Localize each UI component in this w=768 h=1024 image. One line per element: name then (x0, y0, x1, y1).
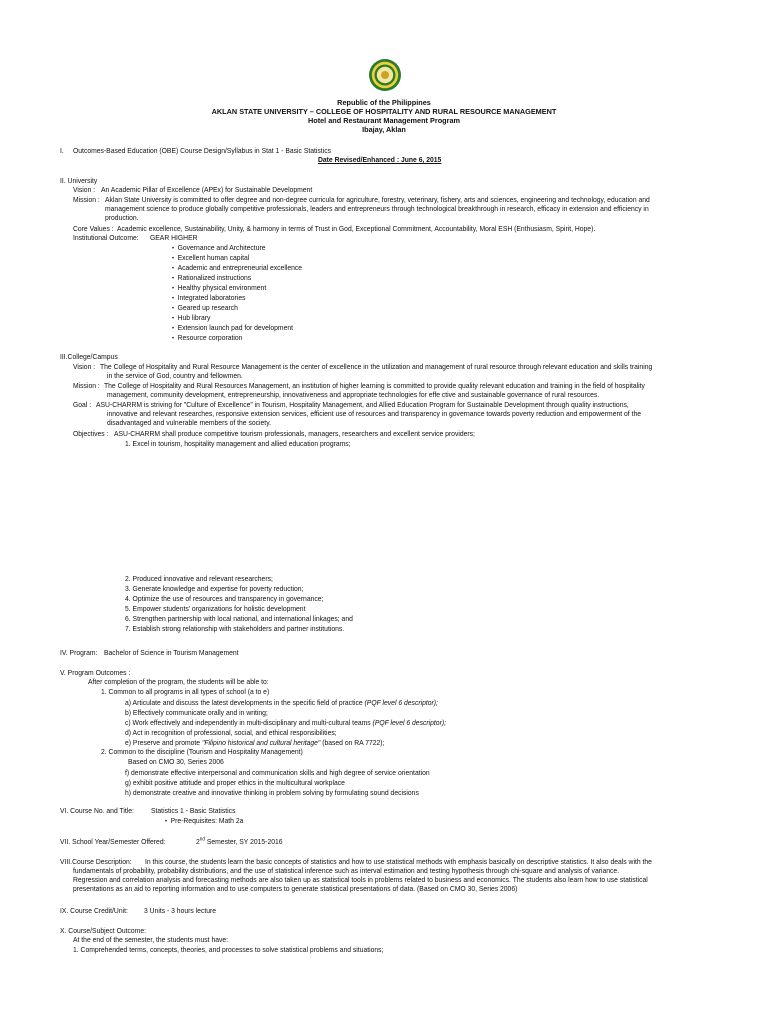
sec3-goal-line1: ASU-CHARRM is striving for "Culture of Excellence" in Tourism, Hospitality Management, and Allied Education Program for Sustainable Development through quality instructions, (96, 400, 629, 409)
sec3-goal-line2: innovative and relevant researches, responsive extension services, efficient use of resources and transparency in governance towards poverty reduction and empowerment of the (107, 409, 642, 418)
sec10-intro: At the end of the semester, the students must have: (73, 935, 229, 944)
sec8-title: VIII.Course Description: (60, 857, 132, 866)
sec5-common1: 1. Common to all programs in all types of school (a to e) (101, 687, 270, 696)
sec5-title: V. Program Outcomes : (60, 668, 131, 677)
outcome-a: a) Articulate and discuss the latest developments in the specific field of practice (PQF level 6 descriptor); (125, 698, 438, 707)
sec7-title: VII. School Year/Semester Offered: (60, 837, 166, 846)
sec3-objective-item: 5. Empower students' organizations for holistic development (125, 604, 306, 613)
outcome-h: h) demonstrate creative and innovative thinking in problem solving by formulating sound decisions (125, 788, 419, 797)
sec9-value: 3 Units - 3 hours lecture (144, 906, 217, 915)
sec10-title: X. Course/Subject Outcome: (60, 926, 147, 935)
sec3-objective-item: 1. Excel in tourism, hospitality management and allied education programs; (125, 439, 351, 448)
sec8-line1: In this course, the students learn the basic concepts of statistics and how to use statistical methods with emphasis basically on descriptive statistics. It also deals with the (145, 857, 652, 866)
outcome-g: g) exhibit positive attitude and proper ethics in the multicultural workplace (125, 778, 345, 787)
sec3-objective-item: 6. Strengthen partnership with local national, and international linkages; and (125, 614, 353, 623)
outcome-c: c) Work effectively and independently in multi-disciplinary and multi-cultural teams (PQF level 6 descriptor); (125, 718, 446, 727)
header-program: Hotel and Restaurant Management Program (307, 116, 461, 125)
sec3-mission-line1: The College of Hospitality and Rural Resources Management, an institution of higher learning is committed to provide quality relevant education and training in the field of hospitality (104, 381, 645, 390)
outcome-f: f) demonstrate effective interpersonal and communication skills and high degree of service orientation (125, 768, 430, 777)
sec3-objective-item: 4. Optimize the use of resources and transparency in governance; (125, 594, 324, 603)
sec10-item1: 1. Comprehended terms, concepts, theories, and processes to solve statistical problems and situations; (73, 945, 384, 954)
sec2-vision-label: Vision : (73, 185, 96, 194)
sec3-vision-line1: The College of Hospitality and Rural Resource Management is the center of excellence in the utilization and management of rural resource through relevant education and skills training (100, 362, 653, 371)
sec8-line2: fundamentals of probability, probability distributions, and the use of statistical inference such as interval estimation and testing hypothesis through chi-square and analysis of variance. (73, 866, 620, 875)
sec4-title: IV. Program: (60, 648, 98, 657)
sec3-goal-line3: disadvantaged and vulnerable members of the society. (107, 418, 271, 427)
sec2-title: II. University (60, 176, 98, 185)
university-seal-icon (368, 58, 402, 92)
header-university: AKLAN STATE UNIVERSITY – COLLEGE OF HOSPITALITY AND RURAL RESOURCE MANAGEMENT (211, 107, 557, 116)
sec3-goal-label: Goal : (73, 400, 92, 409)
sec3-objective-item: 3. Generate knowledge and expertise for poverty reduction; (125, 584, 304, 593)
sec3-objectives-label: Objectives : (73, 429, 109, 438)
gear-bullet: • Healthy physical environment (172, 283, 266, 294)
sec2-inst-label: Institutional Outcome: (73, 233, 139, 242)
sec8-line3: Regression and correlation analysis and forecasting methods are also taken up as statistical tools in problems related to business and economics. The students also learn how to use statistical (73, 875, 648, 884)
sec3-mission-label: Mission : (73, 381, 100, 390)
sec3-title: III.College/Campus (60, 352, 118, 361)
sec5-cmo: Based on CMO 30, Series 2006 (128, 757, 224, 766)
sec4-program: Bachelor of Science in Tourism Management (104, 648, 239, 657)
sec2-inst: GEAR HIGHER (150, 233, 198, 242)
sec8-line4: presentations as an aid to reporting information and to use computers to generate statistical presentations of data. (Based on CMO 30, Series 2006) (73, 884, 518, 893)
sec2-core-label: Core Values : (73, 224, 114, 233)
outcome-e: e) Preserve and promote "Filipino historical and cultural heritage" (based on RA 7722); (125, 738, 385, 747)
sec2-mission-line2: management science to produce globally competitive professionals, leaders and entrepreneurs through technological breakthrough in research, efficacy in extension and efficiency in (105, 204, 649, 213)
sec9-title: IX. Course Credit/Unit: (60, 906, 128, 915)
sec7-value: 2nd Semester, SY 2015-2016 (196, 836, 283, 846)
sec3-vision-line2: in the service of God, country and fellowmen. (107, 371, 243, 380)
sec6-prereq: • Pre-Requisites: Math 2a (165, 816, 243, 827)
sec2-mission-label: Mission : (73, 195, 100, 204)
sec3-objectives: ASU-CHARRM shall produce competitive tourism professionals, managers, researchers and excellent service providers; (114, 429, 475, 438)
gear-bullet: • Governance and Architecture (172, 243, 265, 254)
sec2-mission-line1: Aklan State University is committed to offer degree and non-degree curricula for agriculture, forestry, veterinary, fishery, arts and sciences, engineering and technology, education and (105, 195, 650, 204)
sec5-intro: After completion of the program, the students will be able to: (88, 677, 269, 686)
sec2-core: Academic excellence, Sustainability, Unity, & harmony in terms of Trust in God, Exceptional Commitment, Accountability, Moral ESH (Enthusiasm, Spirit, Hope). (117, 224, 596, 233)
sec5-common2: 2. Common to the discipline (Tourism and Hospitality Management) (101, 747, 303, 756)
gear-bullet: • Geared up research (172, 303, 238, 314)
gear-bullet: • Academic and entrepreneurial excellence (172, 263, 302, 274)
sec3-vision-label: Vision : (73, 362, 96, 371)
gear-bullet: • Hub library (172, 313, 210, 324)
sec2-vision: An Academic Pillar of Excellence (APEx) for Sustainable Development (101, 185, 313, 194)
sec1-num: I. (60, 146, 64, 155)
sec3-objective-item: 7. Establish strong relationship with stakeholders and partner institutions. (125, 624, 345, 633)
sec3-objective-item: 2. Produced innovative and relevant researchers; (125, 574, 273, 583)
gear-bullet: • Integrated laboratories (172, 293, 245, 304)
outcome-d: d) Act in recognition of professional, social, and ethical responsibilities; (125, 728, 337, 737)
gear-bullet: • Extension launch pad for development (172, 323, 293, 334)
gear-bullet: • Excellent human capital (172, 253, 249, 264)
sec1-title: Outcomes-Based Education (OBE) Course Design/Syllabus in Stat 1 - Basic Statistics (73, 146, 331, 155)
header-location: Ibajay, Aklan (362, 125, 406, 134)
header-republic: Republic of the Philippines (337, 98, 431, 107)
sec6-title: VI. Course No. and Title: (60, 806, 134, 815)
gear-bullet: • Rationalized instructions (172, 273, 251, 284)
sec1-date: Date Revised/Enhanced : June 6, 2015 (318, 155, 442, 164)
sec3-mission-line2: management, community development, entrepreneurship, innovativeness and appropriate technologies for effe ctive and sustainable governance of rural resources. (107, 390, 600, 399)
gear-bullet: • Resource corporation (172, 333, 242, 344)
sec6-course: Statistics 1 - Basic Statistics (151, 806, 236, 815)
outcome-b: b) Effectively communicate orally and in writing; (125, 708, 268, 717)
sec2-mission-line3: production. (105, 213, 139, 222)
